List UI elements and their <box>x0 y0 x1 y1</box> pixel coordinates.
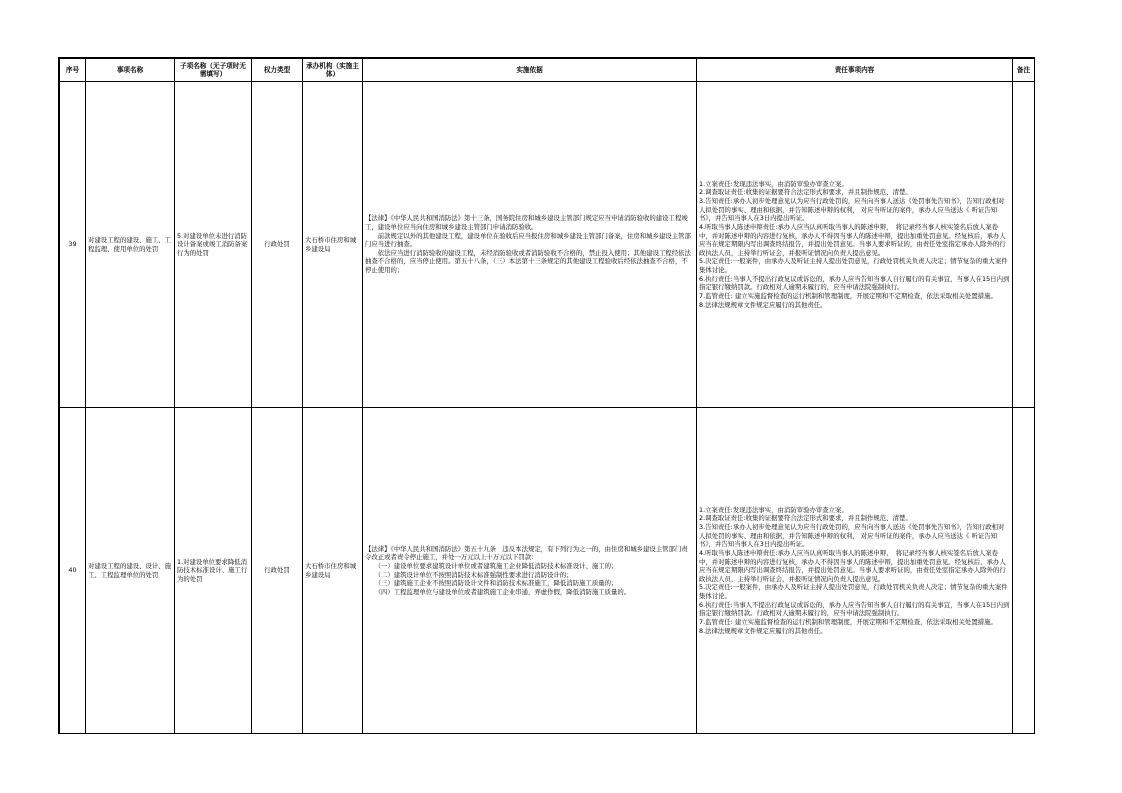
row-no: 39 <box>60 82 86 408</box>
table-row <box>60 408 1035 734</box>
header-note: 备注 <box>1013 59 1035 82</box>
row-note <box>1013 408 1035 734</box>
row-sub-item: 5.对建设单位未进行消防设计备案或竣工消防备案行为的处罚 <box>175 82 252 408</box>
power-list-table <box>59 58 1035 734</box>
header-item-name: 事项名称 <box>86 59 175 82</box>
row-responsibility: 1.立案责任:发现违法事实，由消防审验办审查立案。 2.调查取证责任:收集的证据要符合法定形式和要求，并且制作规范、清楚。 3.告知责任:承办人初步处理意见认为应当行政处罚的，应当向当事人送达《处罚事先告知书》，告知行政相对人拟处罚的事实、理由和依据，并告知陈述申辩的权利， 对应当听证的案件，承办人应当送达《 听证告知书》，并告知当事人在3日内提出听证。 4.听取当事人陈述申辩责任:承办人应当认真听取当事人的陈述申辩， 将记录经当事人核实签名后放人案卷中，并对陈述申辩的内容进行复核，承办人不得因当事人的陈述申辩，提出加重处罚意见。经复核后，承办人应当在规定期限内写出调查终结报告，并提出处罚意见。当事人要求听证的，由责任处室指定承办人除外的行政执法人员，主持举行听证会，并报听证情况向负责人提出意见。 5.决定责任:一般案件，由承办人及听证主持人提出处罚意见，行政处罚机关负责人决定；情节复杂的重大案件集体讨论。 6.执行责任:当事人不提出行政复议或诉讼的，承办人应当告知当事人自行履行的有关事宜，当事人在15日内到指定银行缴纳罚款。行政相对人逾期未履行的，应当申请法院强制执行。 7.监管责任: 建立实施监督检查的运行机制和管理制度，开展定期和不定期检查，依法采取相关处置措施。 8.法律法规规章文件规定应履行的其他责任。 <box>697 408 1013 734</box>
row-power-type: 行政处罚 <box>252 82 303 408</box>
header-basis: 实施依据 <box>363 59 697 82</box>
header-sub-item: 子项名称（无子项时无需填写） <box>175 59 252 82</box>
row-item-name: 对建设工程的建设、设计、施工、工程监理单位的处罚 <box>86 408 175 734</box>
row-power-type: 行政处罚 <box>252 408 303 734</box>
row-sub-item: 1.对建设单位要求降低消防技术标准设计、施工行为的处罚 <box>175 408 252 734</box>
row-responsibility: 1.立案责任:发现违法事实，由消防审验办审查立案。 2.调查取证责任:收集的证据要符合法定形式和要求，并且制作规范、清楚。 3.告知责任:承办人初步处理意见认为应当行政处罚的，应当向当事人送达《处罚事先告知书》，告知行政相对人拟处罚的事实、理由和依据，并告知陈述申辩的权利， 对应当听证的案件，承办人应当送达《 听证告知书》，并告知当事人在3日内提出听证。 4.听取当事人陈述申辩责任:承办人应当认真听取当事人的陈述申辩， 将记录经当事人核实签名后放人案卷中，并对陈述申辩的内容进行复核，承办人不得因当事人的陈述申辩，提出加重处罚意见。经复核后，承办人应当在规定期限内写出调查终结报告，并提出处罚意见。当事人要求听证的，由责任处室指定承办人除外的行政执法人员，主持举行听证会，并报听证情况向负责人提出意见。 5.决定责任:一般案件，由承办人及听证主持人提出处罚意见，行政处罚机关负责人决定；情节复杂的重大案件集体讨论。 6.执行责任:当事人不提出行政复议或诉讼的，承办人应当告知当事人自行履行的有关事宜，当事人在15日内到指定银行缴纳罚款。行政相对人逾期未履行的，应当申请法院强制执行。 7.监管责任: 建立实施监督检查的运行机制和管理制度，开展定期和不定期检查，依法采取相关处置措施。 8.法律法规规章文件规定应履行的其他责任。 <box>697 82 1013 408</box>
header-org: 承办机构（实施主体） <box>303 59 363 82</box>
row-org: 大石桥市住房和城乡建设局 <box>303 408 363 734</box>
row-note <box>1013 82 1035 408</box>
row-item-name: 对建设工程的建设、施工、工程监理、使用单位的处罚 <box>86 82 175 408</box>
header-row <box>60 59 1035 82</box>
row-no: 40 <box>60 408 86 734</box>
table-row <box>60 82 1035 408</box>
row-basis: 【法律】《中华人民共和国消防法》第十三条，国务院住房和城乡建设主管部门规定应当申请消防验收的建设工程竣工，建设单位应当向住房和城乡建设主管部门申请消防验收。 前款规定以外的其他建设工程，建设单位在验收后应当报住房和城乡建设主管部门备案，住房和城乡建设主管部门应当进行抽查。 依法应当进行消防验收的建设工程，未经消防验收或者消防验收不合格的，禁止投入使用；其他建设工程经依法抽查不合格的，应当停止使用。第五十八条，（三）本法第十三条规定的其他建设工程验收后经依法抽查不合格，不停止使用的； <box>363 82 697 408</box>
row-basis: 【法律】《中华人民共和国消防法》第五十九条 违反本法规定，有下列行为之一的，由住房和城乡建设主管部门责令改正或者责令停止施工，并处一万元以上十万元以下罚款： （一）建设单位要求建筑设计单位或者建筑施工企业降低消防技术标准设计、施工的； （二）建筑设计单位不按照消防技术标准强制性要求进行消防设计的； （三）建筑施工企业不按照消防设计文件和消防技术标准施工，降低消防施工质量的； （四）工程监理单位与建设单位或者建筑施工企业串通，弄虚作假，降低消防施工质量的。 <box>363 408 697 734</box>
header-responsibility: 责任事项内容 <box>697 59 1013 82</box>
header-no: 序号 <box>60 59 86 82</box>
row-org: 大石桥市住房和城乡建设局 <box>303 82 363 408</box>
header-power-type: 权力类型 <box>252 59 303 82</box>
